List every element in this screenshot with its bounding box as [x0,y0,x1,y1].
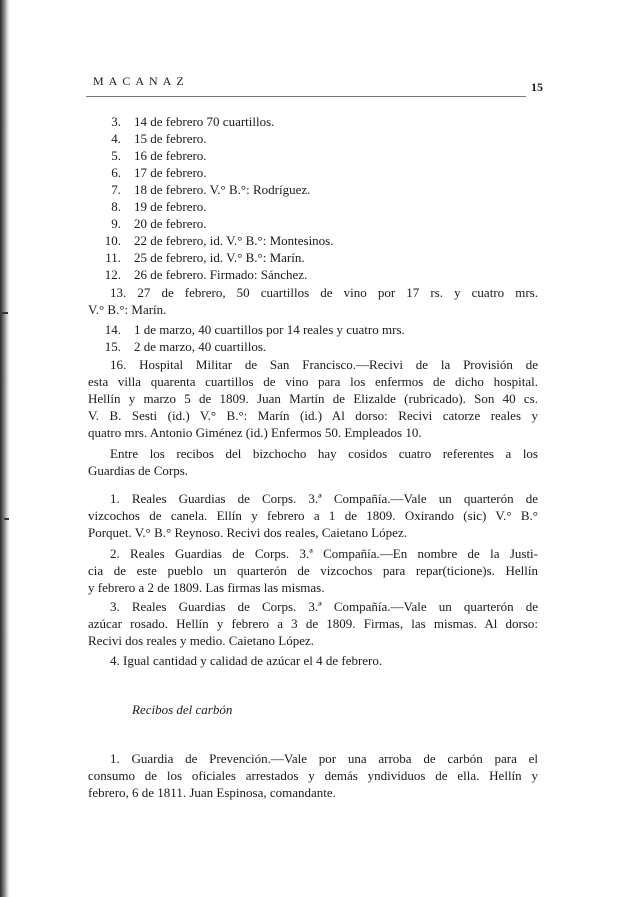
text-line: 1. Reales Guardias de Corps. 3.ª Compañía.—Vale un quarterón de [110,491,538,506]
list-item [103,216,503,232]
item-text: 20 de febrero. [134,216,207,231]
item-text: 2 de marzo, 40 cuartillos. [134,339,267,354]
text-line: Entre los recibos del bizchocho hay cosidos cuatro referentes a los [110,446,538,461]
item-text: 16 de febrero. [134,148,207,163]
item-text: 15 de febrero. [134,131,207,146]
item-16 [88,356,538,441]
item-text: 25 de febrero, id. V.° B.°: Marín. [134,250,305,265]
list-item [103,199,503,215]
list-item [103,148,503,164]
item-text: 17 de febrero. [134,165,207,180]
text-line: V. B. Sesti (id.) V.° B.°: Marín (id.) Al dorso: Recivi catorze reales y [88,408,538,423]
text-line: cia de este pueblo un quarterón de vizcochos para repar(ticione)s. Hellín [88,563,538,578]
guardias-receipt-3 [88,598,538,649]
text-line: 3. Reales Guardias de Corps. 3.ª Compañía.—Vale un quarterón de [110,599,538,614]
item-text: 18 de febrero. V.° B.°: Rodríguez. [134,182,311,197]
item-13 [88,284,538,318]
list-item [103,339,503,355]
list-item [103,322,503,338]
list-item [103,165,503,181]
item-text: 19 de febrero. [134,199,207,214]
text-line: Hellín y marzo 5 de 1809. Juan Martín de Elizalde (rubricado). Son 40 cs. [88,391,538,406]
item-text: 1 de marzo, 40 cuartillos por 14 reales y cuatro mrs. [134,322,405,337]
item-number: 6. [111,165,121,180]
item-number: 4. [111,131,121,146]
header-rule [86,96,526,97]
list-item [103,233,503,249]
item-number: 8. [111,199,121,214]
text-line: Recivi dos reales y medio. Caietano López. [88,633,314,648]
list-item [103,267,503,283]
text-line: esta villa quarenta cuartillos de vino para los enfermos de dicho hospital. [88,374,538,389]
item-number: 7. [111,182,121,197]
list-item [103,131,503,147]
item-number: 5. [111,148,121,163]
text-line: azúcar rosado. Hellín y febrero a 3 de 1809. Firmas, las mismas. Al dorso: [88,616,538,631]
text-line: febrero, 6 de 1811. Juan Espinosa, comandante. [88,785,336,800]
item-text: 22 de febrero, id. V.° B.°: Montesinos. [134,233,334,248]
list-item [103,114,503,130]
text-line: 2. Reales Guardias de Corps. 3.ª Compañía.—En nombre de la Justi- [110,546,538,561]
list-item [103,250,503,266]
text-line: Porquet. V.° B.° Reynoso. Recivi dos reales, Caietano López. [88,525,407,540]
item-number: 11. [105,250,121,265]
running-head-title: MACANAZ [93,74,189,88]
margin-mark [2,312,8,314]
guardias-receipt-4 [88,652,538,669]
item-number: 3. [111,114,121,129]
intro-paragraph [88,445,538,479]
guardias-receipt-2 [88,545,538,596]
scanned-page-edge [0,0,10,897]
text-line: Guardias de Corps. [88,463,189,478]
item-number: 9. [111,216,121,231]
text-line: 1. Guardia de Prevención.—Vale por una arroba de carbón para el [110,751,538,766]
text-line: 16. Hospital Militar de San Francisco.—Recivi de la Provisión de [110,357,538,372]
text-line: 4. Igual cantidad y calidad de azúcar el 4 de febrero. [110,653,383,668]
item-text: 26 de febrero. Firmado: Sánchez. [134,267,308,282]
item-number: 10. [104,233,121,248]
guardias-receipt-1 [88,490,538,541]
list-item [103,182,503,198]
item-number: 15. [104,339,121,354]
carbon-receipt-1 [88,750,538,801]
text-line: quatro mrs. Antonio Giménez (id.) Enfermos 50. Empleados 10. [88,425,422,440]
margin-mark [4,518,9,520]
text-line: V.° B.°: Marín. [88,302,167,317]
text-line: 13. 27 de febrero, 50 cuartillos de vino por 17 rs. y cuatro mrs. [110,285,538,300]
item-number: 14. [104,322,121,337]
text-line: vizcochos de canela. Ellín y febrero a 1 de 1809. Oxirando (sic) V.° B.° [88,508,538,523]
item-text: 14 de febrero 70 cuartillos. [134,114,275,129]
running-head [93,74,543,94]
text-line: y febrero a 2 de 1809. Las firmas las mismas. [88,580,325,595]
text-line: consumo de los oficiales arrestados y demás yndividuos de ella. Hellín y [88,768,538,783]
page-number: 15 [531,80,543,94]
section-heading: Recibos del carbón [132,702,233,717]
item-number: 12. [104,267,121,282]
